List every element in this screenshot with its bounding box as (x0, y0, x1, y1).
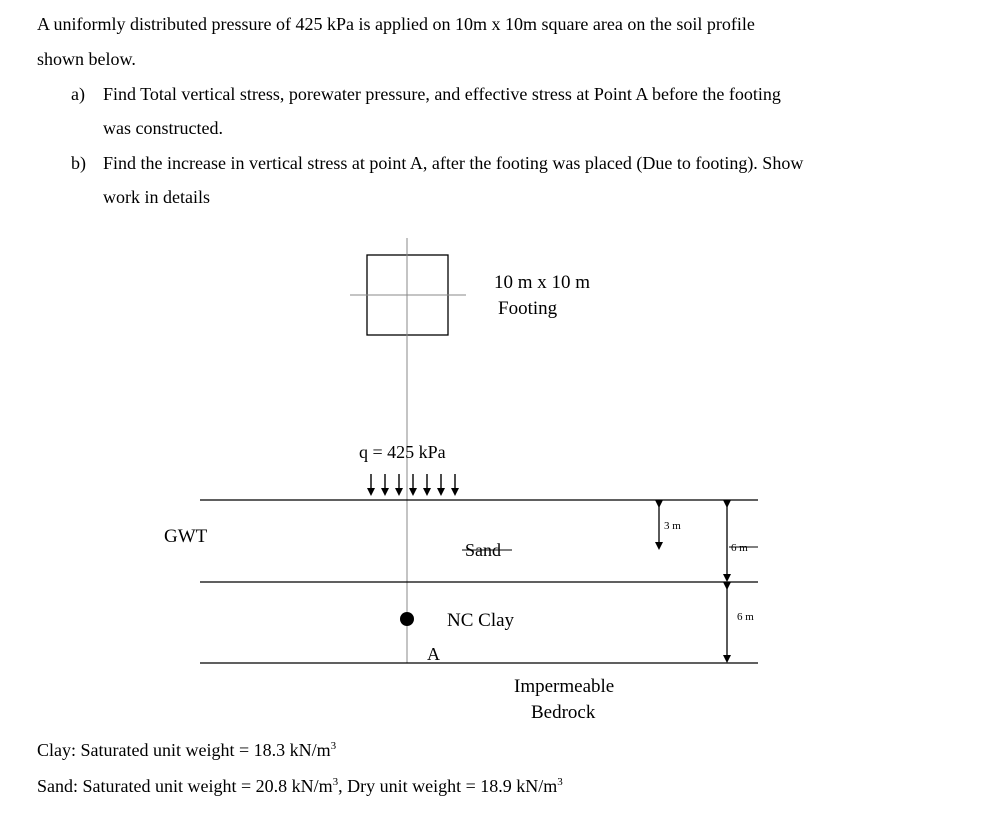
sand-properties (37, 776, 563, 797)
bedrock-label-line2: Bedrock (531, 702, 596, 723)
bedrock-label-line1: Impermeable (514, 676, 615, 697)
sand-dry-unit-exponent: 3 (557, 776, 563, 788)
gwt-depth-label: 3 m (664, 520, 681, 532)
part-a-line1: Find Total vertical stress, porewater pressure, and effective stress at Point A before the footing (103, 84, 781, 104)
clay-unit-exponent: 3 (330, 740, 337, 752)
part-b-line1: Find the increase in vertical stress at point A, after the footing was placed (Due to footing). Show (103, 153, 804, 173)
problem-intro-line2: shown below. (37, 49, 136, 69)
part-b-label: b) (71, 153, 86, 173)
point-a-marker (400, 612, 414, 626)
load-arrows (371, 474, 455, 492)
clay-properties (37, 740, 336, 761)
part-a-label: a) (71, 84, 85, 104)
part-b-line2: work in details (103, 187, 210, 207)
sand-properties-text: Sand: Saturated unit weight = 20.8 kN/m (37, 776, 333, 796)
clay-label: NC Clay (447, 610, 515, 631)
clay-properties-text: Clay: Saturated unit weight = 18.3 kN/m (37, 740, 331, 760)
clay-thickness-label: 6 m (737, 611, 754, 623)
point-a-label: A (427, 644, 440, 664)
sand-thickness-label: 6 m (731, 542, 748, 554)
footing-dims-label: 10 m x 10 m (494, 272, 591, 293)
footing-label: Footing (498, 298, 558, 319)
load-label: q = 425 kPa (359, 442, 446, 462)
part-a-line2: was constructed. (103, 118, 223, 138)
problem-intro-line1: A uniformly distributed pressure of 425 kPa is applied on 10m x 10m square area on the soil profile (37, 14, 755, 34)
gwt-label: GWT (164, 526, 208, 547)
sand-label: Sand (465, 540, 501, 560)
sand-dry-weight-text: , Dry unit weight = 18.9 kN/m (338, 776, 558, 796)
sand-sat-unit-exponent: 3 (332, 776, 339, 788)
